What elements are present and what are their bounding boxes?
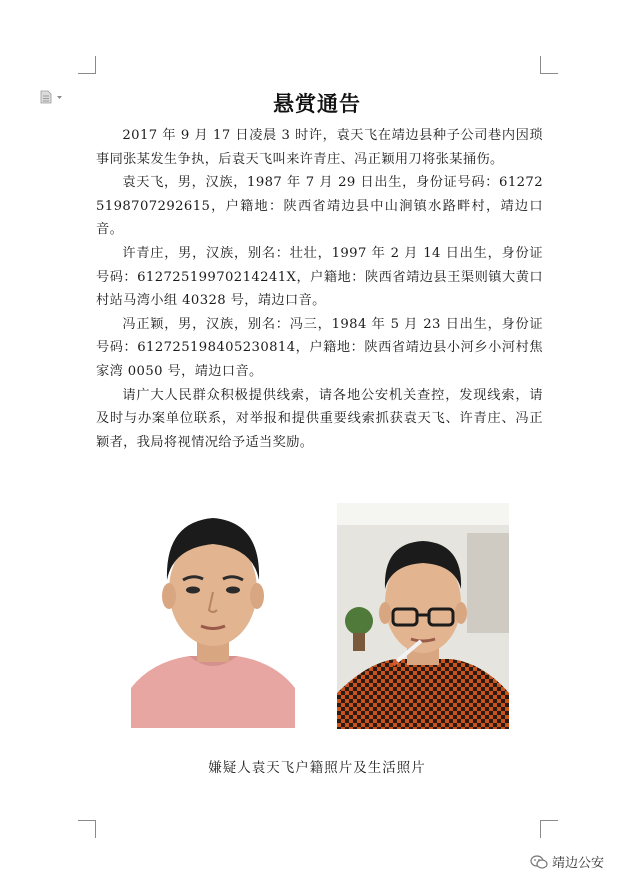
paragraph-suspect-2: 许青庄，男，汉族，别名：壮壮，1997 年 2 月 14 日出生，身份证号码：61272519970214241X，户籍地：陕西省靖边县王渠则镇大黄口村站马湾小组 40328 号，靖边口音。 (96, 245, 543, 309)
suspect-id-photo (131, 500, 295, 728)
page-title: 悬赏通告 (273, 92, 361, 116)
page-corner-mark-bottom-left (78, 820, 96, 838)
paragraph-appeal: 请广大人民群众积极提供线索，请各地公安机关查控，发现线索，请及时与办案单位联系，对举报和提供重要线索抓获袁天飞、许青庄、冯正颖者，我局将视情况给予适当奖励。 (96, 387, 543, 450)
page-corner-mark-bottom-right (540, 820, 558, 838)
paragraph-suspect-3: 冯正颖，男，汉族，别名：冯三，1984 年 5 月 23 日出生，身份证号码：612725198405230814，户籍地：陕西省靖边县小河乡小河村焦家湾 0050 号，靖边口音。 (96, 316, 543, 379)
paragraph-incident: 2017 年 9 月 17 日凌晨 3 时许，袁天飞在靖边县种子公司巷内因琐事同张某发生争执，后袁天飞叫来许青庄、冯正颖用刀将张某捅伤。 (96, 128, 543, 167)
page-corner-mark-top-left (78, 56, 96, 74)
photo-caption: 嫌疑人袁天飞户籍照片及生活照片 (208, 760, 426, 776)
suspect-life-photo (337, 503, 509, 729)
paragraph-suspect-1: 袁天飞，男，汉族，1987 年 7 月 29 日出生，身份证号码：612725198707292615，户籍地：陕西省靖边县中山涧镇水路畔村，靖边口音。 (96, 175, 543, 238)
wechat-icon (530, 855, 548, 869)
page-corner-mark-top-right (540, 56, 558, 74)
notice-body (96, 124, 543, 454)
watermark (530, 852, 604, 871)
watermark-label: 靖边公安 (552, 856, 605, 871)
